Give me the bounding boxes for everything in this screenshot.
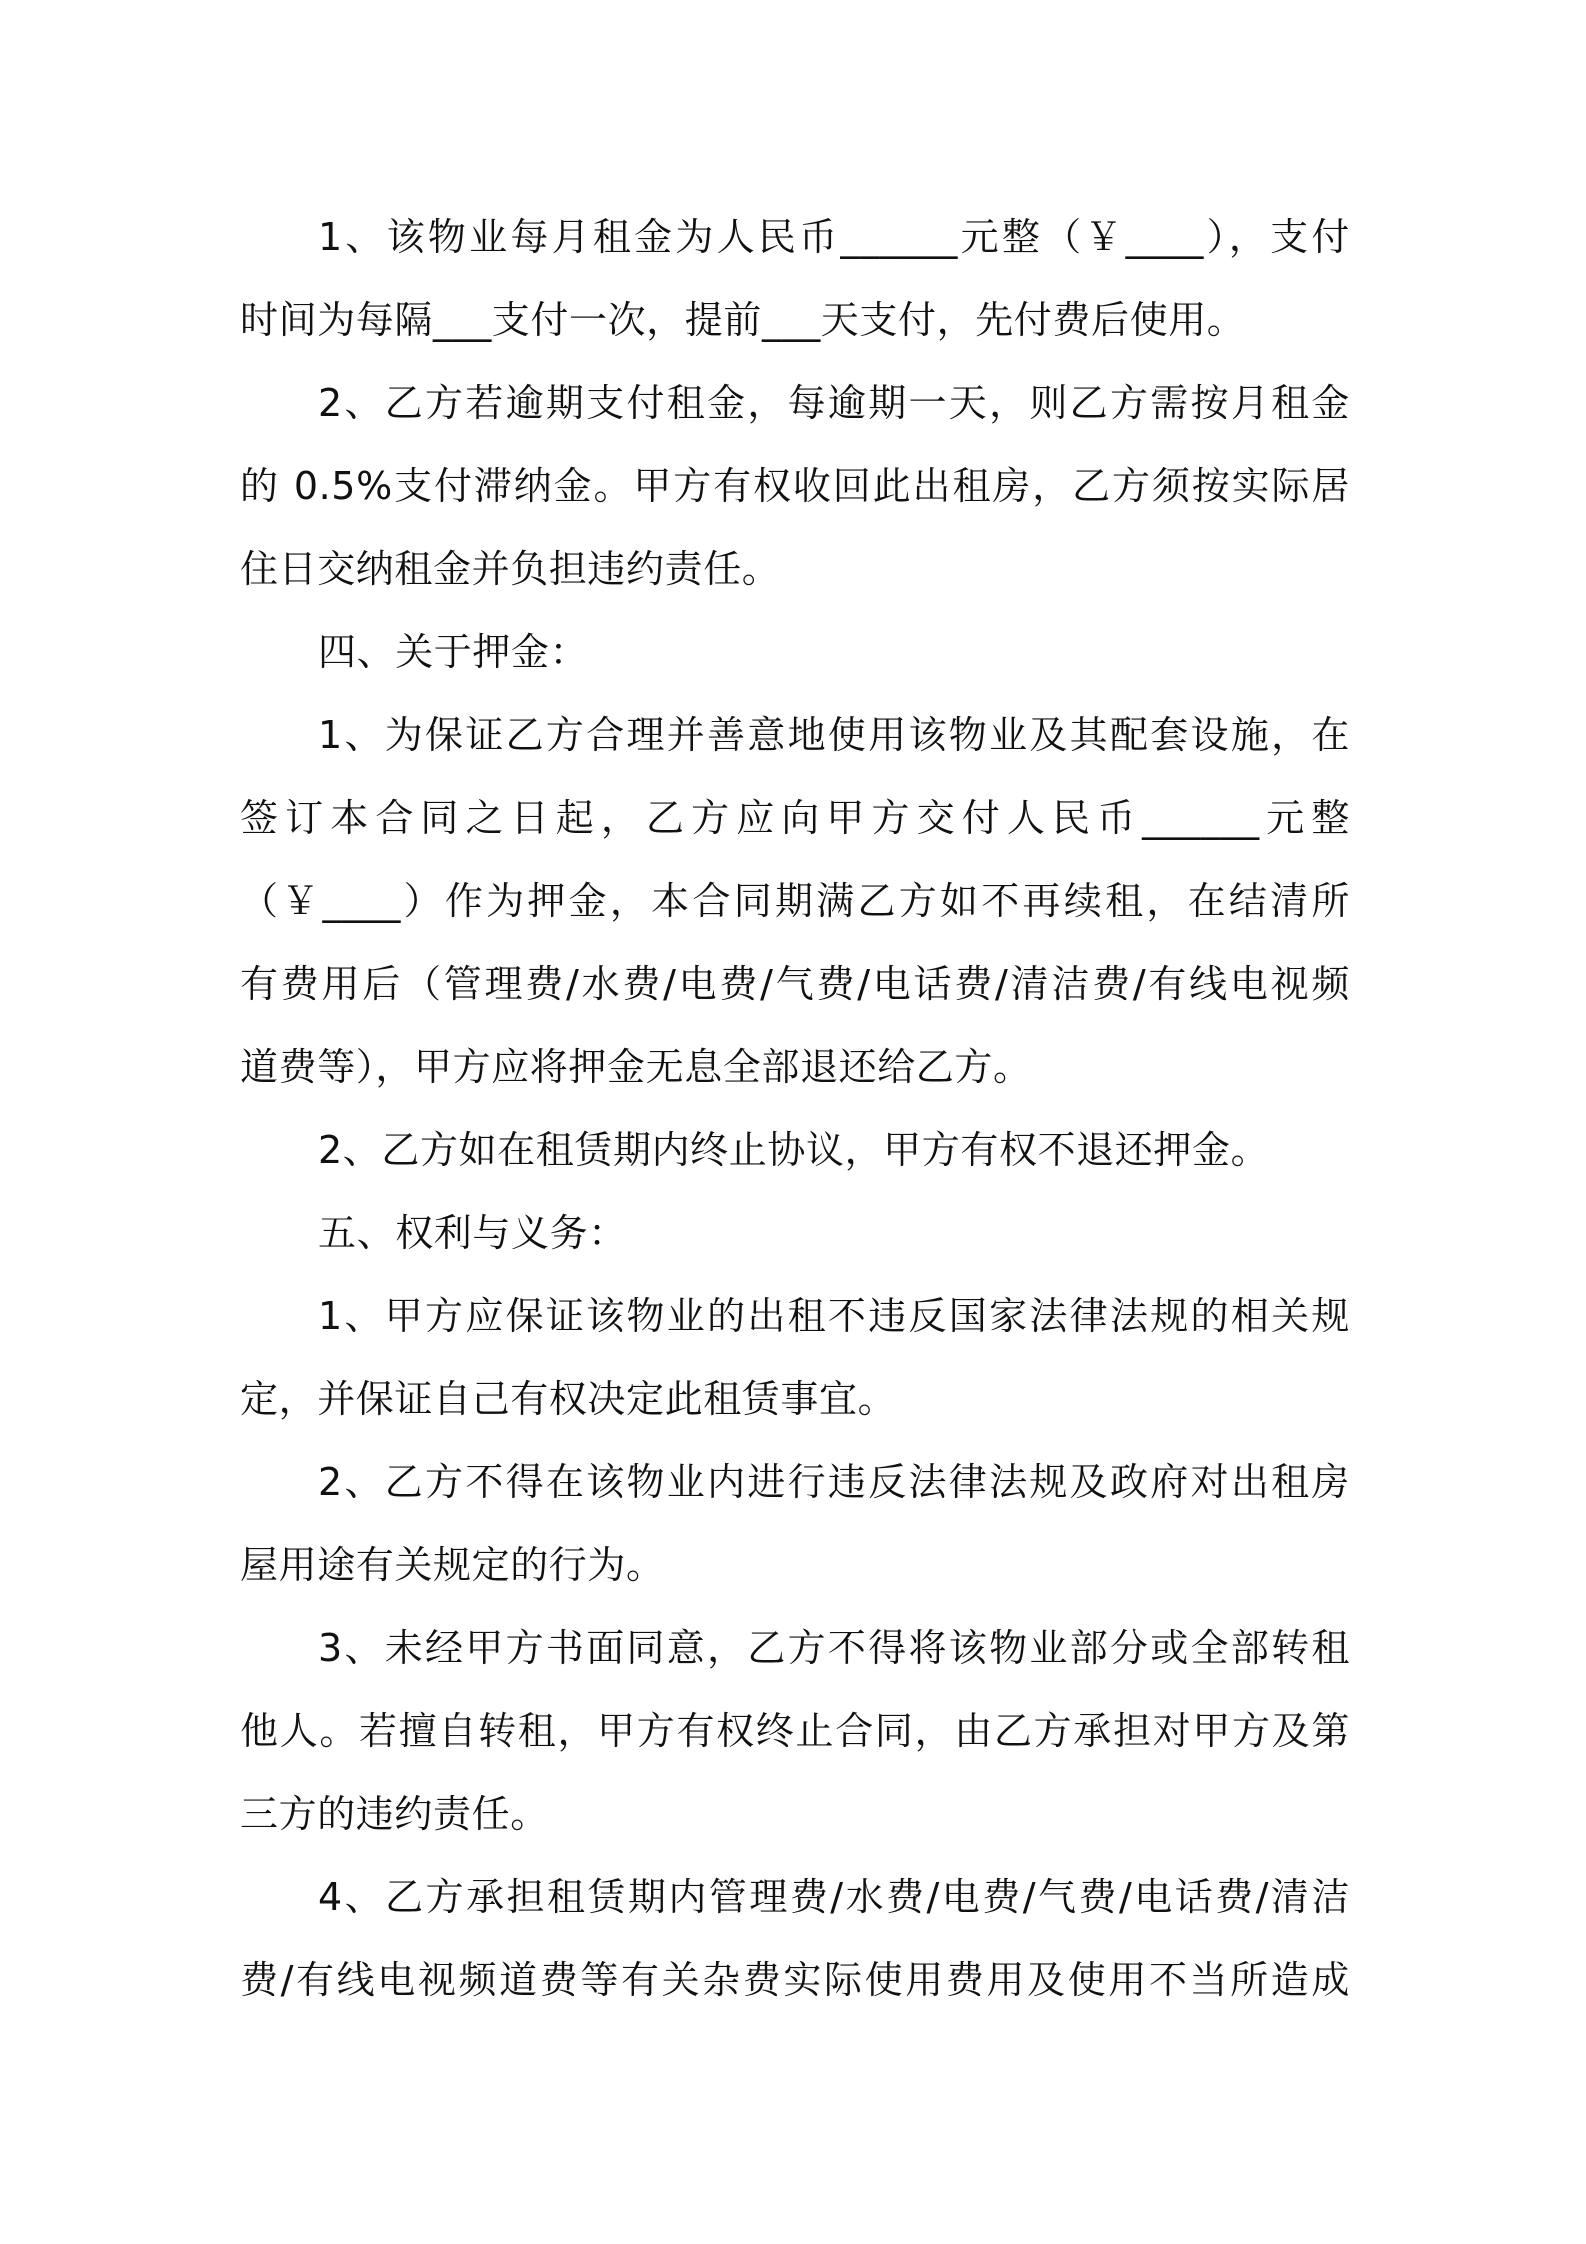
duty-clause-2	[240, 1441, 1350, 1607]
deposit-clause-2	[240, 1109, 1350, 1192]
text-line: 他人。若擅自转租，甲方有权终止合同，由乙方承担对甲方及第	[240, 1709, 1350, 1753]
text-line: 屋用途有关规定的行为。	[240, 1543, 665, 1587]
text-line: 三方的违约责任。	[240, 1792, 549, 1836]
contract-body	[240, 196, 1350, 2022]
text-line: 1、为保证乙方合理并善意地使用该物业及其配套设施，在	[318, 713, 1350, 757]
heading-text: 四、关于押金：	[318, 630, 589, 674]
rent-clause-2	[240, 362, 1350, 611]
text-line: 道费等），甲方应将押金无息全部退还给乙方。	[240, 1045, 1032, 1089]
rent-clause-1	[240, 196, 1350, 362]
text-line: 签订本合同之日起，乙方应向甲方交付人民币______元整	[240, 796, 1350, 840]
text-line: 有费用后（管理费/水费/电费/气费/电话费/清洁费/有线电视频	[240, 962, 1350, 1006]
text-line: 4、乙方承担租赁期内管理费/水费/电费/气费/电话费/清洁	[318, 1875, 1350, 1919]
heading-text: 五、权利与义务：	[318, 1211, 627, 1255]
duty-clause-1	[240, 1275, 1350, 1441]
duty-clause-3	[240, 1607, 1350, 1856]
duty-clause-4	[240, 1856, 1350, 2022]
text-line: 的 0.5%支付滞纳金。甲方有权收回此出租房，乙方须按实际居	[240, 464, 1350, 508]
text-line: 2、乙方如在租赁期内终止协议，甲方有权不退还押金。	[318, 1128, 1270, 1172]
deposit-clause-1	[240, 694, 1350, 1109]
text-line: 定，并保证自己有权决定此租赁事宜。	[240, 1377, 897, 1421]
text-line: 1、甲方应保证该物业的出租不违反国家法律法规的相关规	[318, 1294, 1350, 1338]
section-heading-rights-duties	[240, 1192, 1350, 1275]
text-line: 时间为每隔___支付一次，提前___天支付，先付费后使用。	[240, 298, 1246, 342]
text-line: 1、该物业每月租金为人民币______元整（￥____），支付	[318, 215, 1350, 259]
text-line: （￥____）作为押金，本合同期满乙方如不再续租，在结清所	[240, 879, 1350, 923]
text-line: 住日交纳租金并负担违约责任。	[240, 547, 781, 591]
text-line: 费/有线电视频道费等有关杂费实际使用费用及使用不当所造成	[240, 1958, 1350, 2002]
text-line: 2、乙方若逾期支付租金，每逾期一天，则乙方需按月租金	[318, 381, 1350, 425]
text-line: 3、未经甲方书面同意，乙方不得将该物业部分或全部转租	[318, 1626, 1350, 1670]
section-heading-deposit	[240, 611, 1350, 694]
text-line: 2、乙方不得在该物业内进行违反法律法规及政府对出租房	[318, 1460, 1350, 1504]
